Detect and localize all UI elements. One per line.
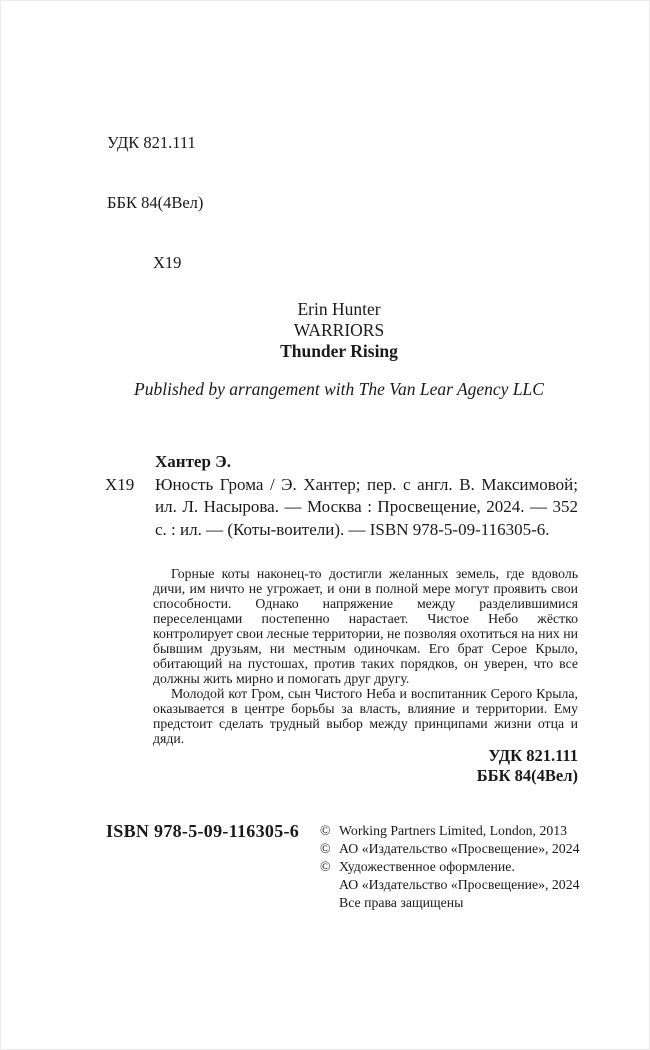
record-description: Юность Грома / Э. Хантер; пер. с англ. В. Максимовой; ил. Л. Насырова. — Москва : Просвещение, 2024. — 352 с. : ил. — (Коты-воители). — ISBN 978-5-09-116305-6. [155, 474, 578, 539]
udk-code-right: УДК 821.111 [488, 746, 578, 765]
copyright-symbol: © [320, 823, 331, 838]
copyright-symbol: © [320, 841, 331, 856]
series-name: WARRIORS [293, 320, 385, 340]
copyright-symbol [320, 894, 339, 912]
copyright-line [320, 822, 630, 840]
original-author: Erin Hunter [297, 299, 381, 319]
copyright-line [320, 894, 630, 912]
bottom-classification-codes [477, 746, 578, 785]
copyright-text: АО «Издательство «Просвещение», 2024 [339, 877, 580, 892]
copyright-text: Художественное оформление. [339, 859, 515, 874]
original-title: Thunder Rising [280, 341, 398, 361]
copyright-symbol [320, 876, 339, 894]
arrangement-note: Published by arrangement with The Van Lear Agency LLC [134, 379, 544, 399]
copyright-block [320, 822, 630, 912]
record-author-heading: Хантер Э. [155, 452, 231, 471]
bibliographic-record [105, 451, 578, 541]
bbk-code: ББК 84(4Вел) [107, 193, 204, 212]
copyright-text: Working Partners Limited, London, 2013 [339, 823, 568, 838]
udk-code: УДК 821.111 [107, 133, 196, 152]
copyright-symbol: © [320, 859, 331, 874]
title-block [100, 299, 578, 362]
top-classification-codes [107, 93, 203, 313]
bbk-code-right: ББК 84(4Вел) [476, 765, 578, 785]
annotation-paragraph-2: Молодой кот Гром, сын Чистого Неба и воспитанник Серого Крыла, оказывается в центре борьбы за власть, влияние и территории. Ему предстоит сделать трудный выбор между принципами жизни отца и дяди. [153, 686, 578, 746]
isbn-number: ISBN 978-5-09-116305-6 [106, 821, 300, 841]
author-sign-code: Х19 [153, 253, 182, 272]
copyright-text: АО «Издательство «Просвещение», 2024 [339, 841, 580, 856]
copyright-text: Все права защищены [339, 895, 464, 910]
record-margin-code: Х19 [105, 474, 135, 494]
annotation-paragraph-1: Горные коты наконец-то достигли желанных земель, где вдоволь дичи, им ничто не угрожает, и они в полной мере могут проявить свои способности. Однако напряжение между разделившимися переселенцами постепенно нарастает. Чистое Небо жёстко контролирует свои лесные территории, не позволяя охотиться на них ни бывшим друзьям, ни местным одиночкам. Его брат Серое Крыло, обитающий на пустошах, против таких порядков, он уверен, что все должны жить мирно и помогать друг другу. [153, 566, 579, 686]
copyright-line [320, 858, 630, 876]
copyright-line [320, 876, 630, 894]
record-body [105, 474, 578, 542]
copyright-line [320, 840, 630, 858]
annotation [153, 566, 578, 746]
